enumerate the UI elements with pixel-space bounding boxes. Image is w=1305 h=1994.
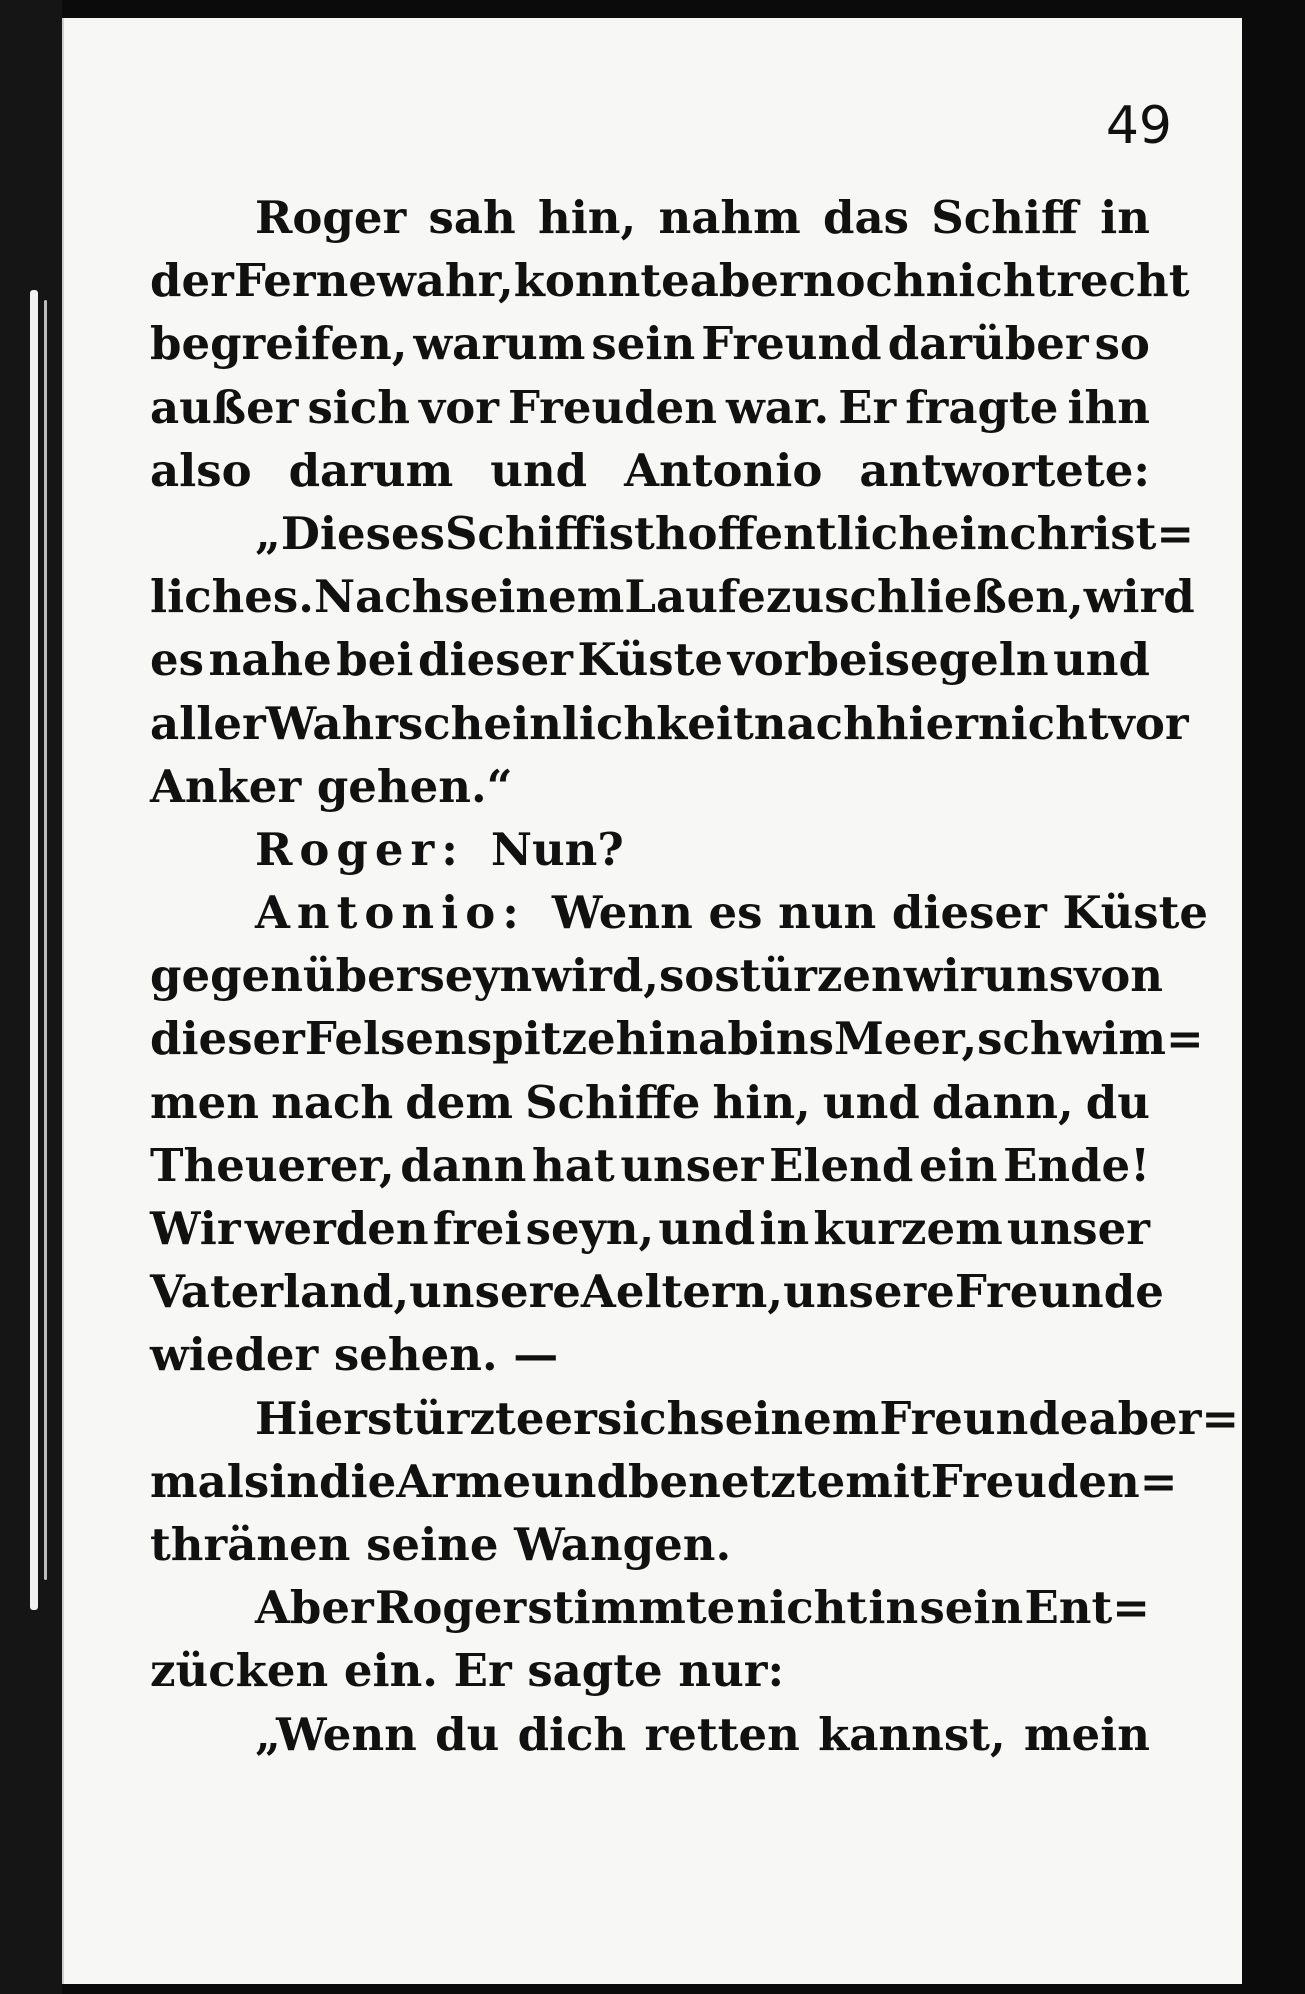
- word: schließen,: [824, 570, 1084, 624]
- word: Meer,: [833, 1012, 978, 1066]
- word: Theuerer,: [150, 1138, 395, 1192]
- word: und: [490, 443, 588, 497]
- word: und: [1053, 633, 1150, 687]
- word: Roger: [255, 191, 407, 244]
- word: nahm: [658, 191, 801, 244]
- word: recht: [1056, 254, 1190, 308]
- text-line: [150, 565, 1195, 628]
- word: hier: [875, 696, 978, 750]
- word: Freunde: [954, 1265, 1164, 1319]
- word: wahr,: [377, 254, 514, 308]
- word: hoffentlich: [654, 506, 931, 560]
- word: sah: [428, 191, 516, 244]
- text-line: [150, 692, 1189, 755]
- word: vor: [1108, 696, 1189, 750]
- word: ins: [758, 1012, 834, 1066]
- text-line: [150, 881, 1209, 944]
- word: außer: [150, 380, 299, 434]
- word: schwim=: [977, 1012, 1204, 1066]
- word: dann: [400, 1138, 527, 1192]
- line-text: Anker gehen.“: [150, 759, 513, 813]
- binding-edge-shadow: [44, 300, 47, 1580]
- word: nicht: [925, 254, 1057, 308]
- word: Ent=: [1024, 1581, 1150, 1635]
- word: nicht: [736, 1581, 868, 1635]
- text-line: [150, 1260, 1164, 1323]
- word: Vaterland,: [150, 1265, 410, 1319]
- word: werden: [244, 1202, 429, 1255]
- word: und: [822, 1075, 920, 1129]
- word: die: [319, 1454, 397, 1508]
- text-line: [150, 1007, 1204, 1070]
- word: Nach: [313, 570, 445, 624]
- word: wird: [1083, 570, 1195, 624]
- word: aber: [689, 254, 803, 308]
- word: Hier: [255, 1391, 367, 1445]
- word: Felsenspitze: [304, 1012, 616, 1066]
- word: stürzen: [714, 949, 904, 1003]
- word: sich: [307, 380, 410, 434]
- word: Küste: [577, 633, 724, 687]
- word: sein: [919, 1581, 1024, 1635]
- word: stürzte: [366, 1391, 545, 1445]
- speaker-name: Antonio:: [255, 886, 526, 940]
- word: warum: [413, 317, 586, 371]
- word: seyn,: [525, 1202, 655, 1255]
- text-line: [150, 439, 1150, 502]
- word: und: [531, 1454, 628, 1508]
- page-number: 49: [1105, 96, 1172, 156]
- text-line: [150, 755, 1150, 818]
- word: antwortete:: [859, 443, 1150, 497]
- line-text: Nun?: [490, 822, 624, 876]
- word: unser: [1006, 1202, 1150, 1255]
- book-page: [62, 18, 1242, 1984]
- word: unsere: [783, 1265, 955, 1319]
- word: Laufe: [624, 570, 766, 624]
- word: ihn: [1067, 380, 1150, 434]
- word: dem: [405, 1075, 513, 1129]
- word: du: [435, 1707, 500, 1761]
- word: zu: [765, 570, 825, 624]
- word: uns: [983, 949, 1075, 1003]
- text-line: [150, 628, 1150, 691]
- word: ein: [930, 506, 1010, 560]
- word: vorbeisegeln: [727, 633, 1049, 687]
- word: mals: [150, 1454, 270, 1508]
- word: darum: [288, 443, 454, 497]
- word: Freunde: [879, 1391, 1089, 1445]
- word: Freuden: [507, 380, 717, 434]
- word: aller: [150, 696, 266, 750]
- word: du: [1085, 1075, 1150, 1129]
- word: von: [1074, 949, 1163, 1003]
- page-text: [150, 186, 1240, 1766]
- word: nach: [271, 1075, 394, 1129]
- word: er: [544, 1391, 597, 1445]
- line-text: thränen seine Wangen.: [150, 1517, 732, 1571]
- word: gegenüber: [150, 949, 420, 1003]
- word: sein: [591, 317, 696, 371]
- word: „Dieses: [255, 506, 445, 560]
- word: es: [150, 633, 204, 687]
- word: konnte: [513, 254, 690, 308]
- text-line: [150, 818, 1150, 881]
- text-line: [150, 376, 1150, 439]
- word: Er: [838, 380, 897, 434]
- word: frei: [432, 1202, 522, 1255]
- word: hin,: [712, 1075, 811, 1129]
- line-text: zücken ein. Er sagte nur:: [150, 1644, 785, 1698]
- word: Wahrscheinlichkeit: [265, 696, 754, 750]
- text-line: [150, 249, 1190, 312]
- word: ein: [918, 1138, 998, 1192]
- word: so: [1094, 317, 1150, 371]
- word: mein: [1023, 1707, 1150, 1761]
- word: dieser: [150, 1012, 305, 1066]
- word: Elend: [769, 1138, 914, 1192]
- text-line: [150, 1576, 1150, 1639]
- word: stimmte: [527, 1581, 736, 1635]
- text-line: [150, 502, 1195, 565]
- word: begreifen,: [150, 317, 408, 371]
- word: und: [658, 1202, 756, 1255]
- word: nicht: [977, 696, 1109, 750]
- text-line: [150, 1197, 1150, 1260]
- speaker-name: Roger:: [255, 822, 465, 876]
- word: mit: [845, 1454, 931, 1508]
- word: Ende!: [1003, 1138, 1150, 1192]
- word: liches.: [150, 570, 314, 624]
- word: christ=: [1009, 506, 1195, 560]
- word: Schiff: [444, 506, 592, 560]
- word: in: [269, 1454, 320, 1508]
- word: benetzte: [628, 1454, 846, 1508]
- word: kurzem: [813, 1202, 1003, 1255]
- word: wir: [903, 949, 984, 1003]
- word: ist: [591, 506, 655, 560]
- text-line: [150, 1387, 1240, 1450]
- word: bei: [336, 633, 414, 687]
- word: Ferne: [233, 254, 377, 308]
- word: in: [868, 1581, 919, 1635]
- word: fragte: [905, 380, 1059, 434]
- text-line: [150, 1071, 1150, 1134]
- word: Wir: [150, 1202, 241, 1255]
- word: Aber: [255, 1581, 374, 1635]
- word: Schiff: [931, 191, 1078, 244]
- word: men: [150, 1075, 259, 1129]
- word: kannst,: [818, 1707, 1006, 1761]
- word: Roger: [374, 1581, 527, 1635]
- word: Freuden=: [930, 1454, 1178, 1508]
- word: aber=: [1088, 1391, 1240, 1445]
- text-line: [150, 944, 1163, 1007]
- word: so: [658, 949, 715, 1003]
- binding-edge: [30, 290, 38, 1610]
- word: also: [150, 443, 252, 497]
- word: das: [822, 191, 909, 244]
- word: Freund: [701, 317, 882, 371]
- word: seinem: [699, 1391, 880, 1445]
- text-line: [150, 1323, 1150, 1386]
- word: der: [150, 254, 234, 308]
- word: wird,: [532, 949, 659, 1003]
- word: sich: [596, 1391, 700, 1445]
- word: dich: [517, 1707, 627, 1761]
- line-text: Wenn es nun dieser Küste: [551, 886, 1209, 940]
- word: seyn: [419, 949, 533, 1003]
- word: noch: [802, 254, 926, 308]
- text-line: [150, 1639, 1150, 1702]
- word: war.: [726, 380, 830, 434]
- word: unsere: [409, 1265, 581, 1319]
- word: „Wenn: [255, 1707, 417, 1761]
- word: retten: [644, 1707, 800, 1761]
- text-line: [150, 312, 1150, 375]
- word: nahe: [208, 633, 332, 687]
- line-text: wieder sehen. —: [150, 1328, 559, 1382]
- word: Schiffe: [525, 1075, 701, 1129]
- word: dieser: [418, 633, 573, 687]
- text-line: [150, 1450, 1178, 1513]
- word: nach: [753, 696, 876, 750]
- word: Antonio: [624, 443, 823, 497]
- word: unser: [620, 1138, 764, 1192]
- word: Arme: [396, 1454, 532, 1508]
- word: in: [759, 1202, 810, 1255]
- text-line: [150, 1703, 1150, 1766]
- text-line: [150, 1134, 1150, 1197]
- word: seinem: [444, 570, 625, 624]
- word: in: [1100, 191, 1150, 244]
- word: hinab: [615, 1012, 759, 1066]
- text-line: [150, 186, 1150, 249]
- word: dann,: [931, 1075, 1074, 1129]
- word: Aeltern,: [580, 1265, 784, 1319]
- word: hin,: [538, 191, 637, 244]
- word: vor: [419, 380, 499, 434]
- text-line: [150, 1513, 1150, 1576]
- word: darüber: [887, 317, 1089, 371]
- word: hat: [532, 1138, 615, 1192]
